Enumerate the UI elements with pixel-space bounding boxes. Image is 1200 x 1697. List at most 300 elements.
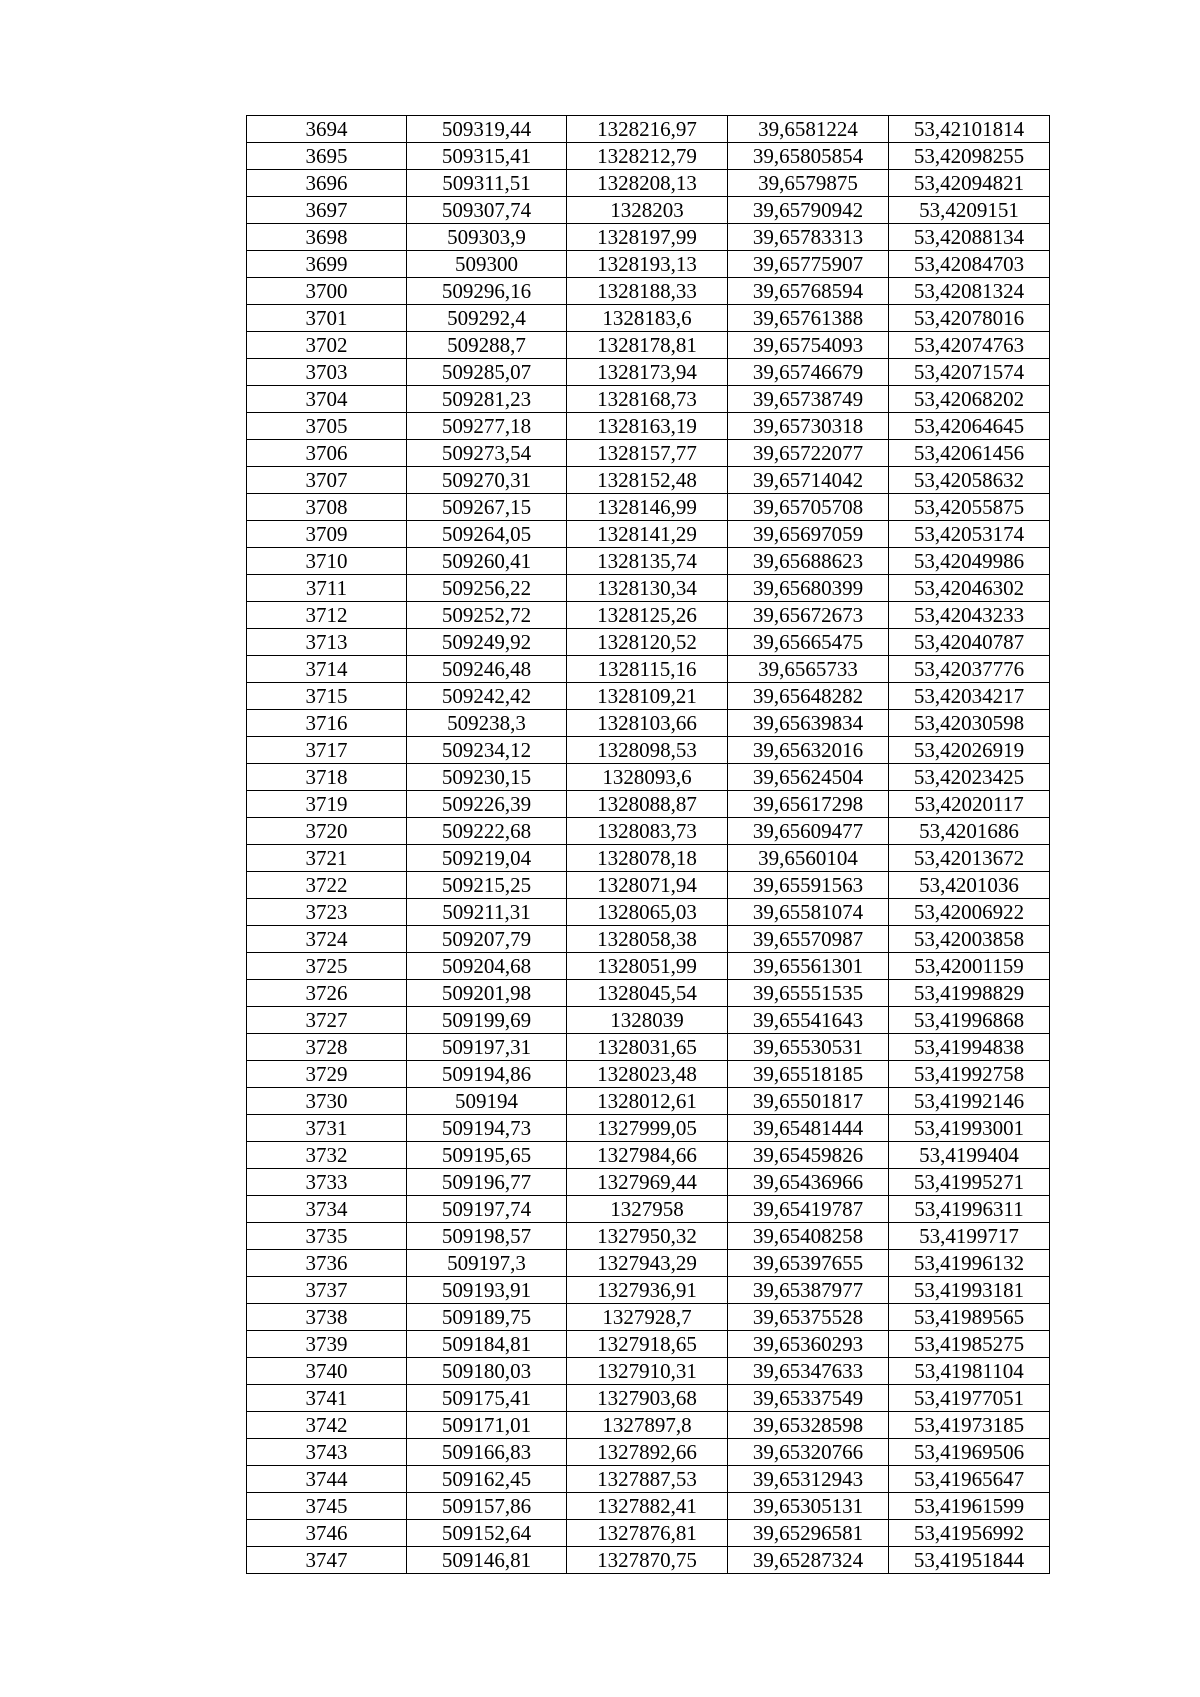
- longitude-cell: 39,65680399: [728, 575, 889, 602]
- table-row: [247, 926, 1050, 953]
- coord-y-cell: 1327958: [567, 1196, 728, 1223]
- latitude-cell: 53,42068202: [889, 386, 1050, 413]
- coord-x-cell: 509189,75: [407, 1304, 567, 1331]
- coord-x-cell: 509256,22: [407, 575, 567, 602]
- latitude-cell: 53,41961599: [889, 1493, 1050, 1520]
- coord-y-cell: 1328188,33: [567, 278, 728, 305]
- longitude-cell: 39,65648282: [728, 683, 889, 710]
- latitude-cell: 53,41956992: [889, 1520, 1050, 1547]
- table-row: [247, 251, 1050, 278]
- table-row: [247, 494, 1050, 521]
- longitude-cell: 39,65501817: [728, 1088, 889, 1115]
- longitude-cell: 39,6565733: [728, 656, 889, 683]
- coord-y-cell: 1328045,54: [567, 980, 728, 1007]
- longitude-cell: 39,65561301: [728, 953, 889, 980]
- table-row: [247, 1304, 1050, 1331]
- latitude-cell: 53,41977051: [889, 1385, 1050, 1412]
- coord-y-cell: 1328125,26: [567, 602, 728, 629]
- latitude-cell: 53,42043233: [889, 602, 1050, 629]
- coord-x-cell: 509292,4: [407, 305, 567, 332]
- latitude-cell: 53,41995271: [889, 1169, 1050, 1196]
- longitude-cell: 39,65347633: [728, 1358, 889, 1385]
- point-number-cell: 3719: [247, 791, 407, 818]
- coord-x-cell: 509215,25: [407, 872, 567, 899]
- latitude-cell: 53,4199717: [889, 1223, 1050, 1250]
- latitude-cell: 53,41992758: [889, 1061, 1050, 1088]
- longitude-cell: 39,65754093: [728, 332, 889, 359]
- coord-x-cell: 509157,86: [407, 1493, 567, 1520]
- latitude-cell: 53,41989565: [889, 1304, 1050, 1331]
- point-number-cell: 3695: [247, 143, 407, 170]
- coord-y-cell: 1328071,94: [567, 872, 728, 899]
- coord-y-cell: 1327892,66: [567, 1439, 728, 1466]
- longitude-cell: 39,65783313: [728, 224, 889, 251]
- point-number-cell: 3714: [247, 656, 407, 683]
- longitude-cell: 39,65775907: [728, 251, 889, 278]
- point-number-cell: 3733: [247, 1169, 407, 1196]
- coord-x-cell: 509198,57: [407, 1223, 567, 1250]
- latitude-cell: 53,42020117: [889, 791, 1050, 818]
- latitude-cell: 53,41998829: [889, 980, 1050, 1007]
- table-row: [247, 818, 1050, 845]
- coord-y-cell: 1327969,44: [567, 1169, 728, 1196]
- longitude-cell: 39,65419787: [728, 1196, 889, 1223]
- coord-x-cell: 509288,7: [407, 332, 567, 359]
- longitude-cell: 39,65518185: [728, 1061, 889, 1088]
- table-row: [247, 197, 1050, 224]
- table-row: [247, 1385, 1050, 1412]
- point-number-cell: 3710: [247, 548, 407, 575]
- table-row: [247, 440, 1050, 467]
- table-row: [247, 1277, 1050, 1304]
- point-number-cell: 3736: [247, 1250, 407, 1277]
- longitude-cell: 39,65672673: [728, 602, 889, 629]
- point-number-cell: 3724: [247, 926, 407, 953]
- coord-y-cell: 1327984,66: [567, 1142, 728, 1169]
- table-row: [247, 629, 1050, 656]
- coord-x-cell: 509171,01: [407, 1412, 567, 1439]
- longitude-cell: 39,65790942: [728, 197, 889, 224]
- point-number-cell: 3726: [247, 980, 407, 1007]
- table-row: [247, 683, 1050, 710]
- coord-x-cell: 509273,54: [407, 440, 567, 467]
- coord-y-cell: 1328065,03: [567, 899, 728, 926]
- table-row: [247, 386, 1050, 413]
- coord-x-cell: 509264,05: [407, 521, 567, 548]
- table-row: [247, 1196, 1050, 1223]
- coord-x-cell: 509260,41: [407, 548, 567, 575]
- table-row: [247, 575, 1050, 602]
- coord-y-cell: 1328168,73: [567, 386, 728, 413]
- coord-x-cell: 509238,3: [407, 710, 567, 737]
- coord-y-cell: 1327950,32: [567, 1223, 728, 1250]
- longitude-cell: 39,65387977: [728, 1277, 889, 1304]
- coord-y-cell: 1328178,81: [567, 332, 728, 359]
- table-row: [247, 1142, 1050, 1169]
- point-number-cell: 3727: [247, 1007, 407, 1034]
- longitude-cell: 39,6579875: [728, 170, 889, 197]
- longitude-cell: 39,65761388: [728, 305, 889, 332]
- table-row: [247, 305, 1050, 332]
- latitude-cell: 53,42094821: [889, 170, 1050, 197]
- latitude-cell: 53,42053174: [889, 521, 1050, 548]
- point-number-cell: 3721: [247, 845, 407, 872]
- coord-x-cell: 509184,81: [407, 1331, 567, 1358]
- latitude-cell: 53,41996132: [889, 1250, 1050, 1277]
- point-number-cell: 3699: [247, 251, 407, 278]
- table-row: [247, 980, 1050, 1007]
- coord-y-cell: 1328183,6: [567, 305, 728, 332]
- coord-x-cell: 509307,74: [407, 197, 567, 224]
- coord-x-cell: 509166,83: [407, 1439, 567, 1466]
- latitude-cell: 53,42058632: [889, 467, 1050, 494]
- coord-x-cell: 509315,41: [407, 143, 567, 170]
- coord-y-cell: 1327870,75: [567, 1547, 728, 1574]
- coord-y-cell: 1328130,34: [567, 575, 728, 602]
- table-row: [247, 1250, 1050, 1277]
- coord-y-cell: 1328173,94: [567, 359, 728, 386]
- point-number-cell: 3729: [247, 1061, 407, 1088]
- longitude-cell: 39,65375528: [728, 1304, 889, 1331]
- latitude-cell: 53,41985275: [889, 1331, 1050, 1358]
- coord-y-cell: 1328093,6: [567, 764, 728, 791]
- longitude-cell: 39,65397655: [728, 1250, 889, 1277]
- longitude-cell: 39,65697059: [728, 521, 889, 548]
- longitude-cell: 39,65570987: [728, 926, 889, 953]
- point-number-cell: 3740: [247, 1358, 407, 1385]
- coord-y-cell: 1327928,7: [567, 1304, 728, 1331]
- table-row: [247, 899, 1050, 926]
- latitude-cell: 53,41951844: [889, 1547, 1050, 1574]
- latitude-cell: 53,42084703: [889, 251, 1050, 278]
- longitude-cell: 39,65481444: [728, 1115, 889, 1142]
- table-row: [247, 413, 1050, 440]
- latitude-cell: 53,41994838: [889, 1034, 1050, 1061]
- coord-y-cell: 1328078,18: [567, 845, 728, 872]
- latitude-cell: 53,4201036: [889, 872, 1050, 899]
- latitude-cell: 53,4201686: [889, 818, 1050, 845]
- longitude-cell: 39,65705708: [728, 494, 889, 521]
- latitude-cell: 53,42013672: [889, 845, 1050, 872]
- coord-x-cell: 509281,23: [407, 386, 567, 413]
- point-number-cell: 3700: [247, 278, 407, 305]
- table-row: [247, 278, 1050, 305]
- table-row: [247, 872, 1050, 899]
- coord-x-cell: 509319,44: [407, 116, 567, 143]
- latitude-cell: 53,42074763: [889, 332, 1050, 359]
- latitude-cell: 53,42078016: [889, 305, 1050, 332]
- longitude-cell: 39,65459826: [728, 1142, 889, 1169]
- point-number-cell: 3722: [247, 872, 407, 899]
- latitude-cell: 53,41965647: [889, 1466, 1050, 1493]
- table-row: [247, 143, 1050, 170]
- coord-x-cell: 509249,92: [407, 629, 567, 656]
- coord-x-cell: 509234,12: [407, 737, 567, 764]
- latitude-cell: 53,41973185: [889, 1412, 1050, 1439]
- coord-x-cell: 509194,73: [407, 1115, 567, 1142]
- table-row: [247, 521, 1050, 548]
- table-row: [247, 953, 1050, 980]
- latitude-cell: 53,42001159: [889, 953, 1050, 980]
- point-number-cell: 3746: [247, 1520, 407, 1547]
- table-row: [247, 1439, 1050, 1466]
- point-number-cell: 3708: [247, 494, 407, 521]
- table-row: [247, 791, 1050, 818]
- point-number-cell: 3705: [247, 413, 407, 440]
- table-row: [247, 1547, 1050, 1574]
- longitude-cell: 39,65591563: [728, 872, 889, 899]
- longitude-cell: 39,65296581: [728, 1520, 889, 1547]
- coord-y-cell: 1328157,77: [567, 440, 728, 467]
- table-row: [247, 1115, 1050, 1142]
- latitude-cell: 53,41993181: [889, 1277, 1050, 1304]
- point-number-cell: 3745: [247, 1493, 407, 1520]
- longitude-cell: 39,65305131: [728, 1493, 889, 1520]
- longitude-cell: 39,65312943: [728, 1466, 889, 1493]
- coord-x-cell: 509226,39: [407, 791, 567, 818]
- longitude-cell: 39,65320766: [728, 1439, 889, 1466]
- latitude-cell: 53,42003858: [889, 926, 1050, 953]
- point-number-cell: 3716: [247, 710, 407, 737]
- coord-x-cell: 509196,77: [407, 1169, 567, 1196]
- table-row: [247, 332, 1050, 359]
- table-row: [247, 602, 1050, 629]
- table-row: [247, 737, 1050, 764]
- longitude-cell: 39,65617298: [728, 791, 889, 818]
- point-number-cell: 3747: [247, 1547, 407, 1574]
- point-number-cell: 3711: [247, 575, 407, 602]
- coord-x-cell: 509197,3: [407, 1250, 567, 1277]
- coord-y-cell: 1327876,81: [567, 1520, 728, 1547]
- latitude-cell: 53,41969506: [889, 1439, 1050, 1466]
- coord-x-cell: 509199,69: [407, 1007, 567, 1034]
- point-number-cell: 3741: [247, 1385, 407, 1412]
- latitude-cell: 53,41996868: [889, 1007, 1050, 1034]
- latitude-cell: 53,42006922: [889, 899, 1050, 926]
- point-number-cell: 3735: [247, 1223, 407, 1250]
- coord-y-cell: 1328212,79: [567, 143, 728, 170]
- longitude-cell: 39,65581074: [728, 899, 889, 926]
- coord-y-cell: 1327887,53: [567, 1466, 728, 1493]
- table-row: [247, 1169, 1050, 1196]
- latitude-cell: 53,42071574: [889, 359, 1050, 386]
- latitude-cell: 53,42088134: [889, 224, 1050, 251]
- coord-y-cell: 1328098,53: [567, 737, 728, 764]
- coord-x-cell: 509207,79: [407, 926, 567, 953]
- point-number-cell: 3737: [247, 1277, 407, 1304]
- coord-x-cell: 509219,04: [407, 845, 567, 872]
- coord-x-cell: 509197,31: [407, 1034, 567, 1061]
- point-number-cell: 3730: [247, 1088, 407, 1115]
- coord-y-cell: 1327910,31: [567, 1358, 728, 1385]
- coord-x-cell: 509146,81: [407, 1547, 567, 1574]
- point-number-cell: 3715: [247, 683, 407, 710]
- longitude-cell: 39,65408258: [728, 1223, 889, 1250]
- coord-y-cell: 1328115,16: [567, 656, 728, 683]
- table-row: [247, 170, 1050, 197]
- coord-x-cell: 509195,65: [407, 1142, 567, 1169]
- point-number-cell: 3712: [247, 602, 407, 629]
- coord-x-cell: 509175,41: [407, 1385, 567, 1412]
- coord-y-cell: 1327943,29: [567, 1250, 728, 1277]
- longitude-cell: 39,65541643: [728, 1007, 889, 1034]
- coord-x-cell: 509162,45: [407, 1466, 567, 1493]
- point-number-cell: 3723: [247, 899, 407, 926]
- point-number-cell: 3738: [247, 1304, 407, 1331]
- latitude-cell: 53,42101814: [889, 116, 1050, 143]
- latitude-cell: 53,42023425: [889, 764, 1050, 791]
- longitude-cell: 39,65530531: [728, 1034, 889, 1061]
- latitude-cell: 53,42081324: [889, 278, 1050, 305]
- point-number-cell: 3732: [247, 1142, 407, 1169]
- coordinates-table: [246, 115, 1050, 1574]
- coord-y-cell: 1327882,41: [567, 1493, 728, 1520]
- coord-x-cell: 509194,86: [407, 1061, 567, 1088]
- table-row: [247, 1331, 1050, 1358]
- latitude-cell: 53,4209151: [889, 197, 1050, 224]
- point-number-cell: 3713: [247, 629, 407, 656]
- coord-x-cell: 509201,98: [407, 980, 567, 1007]
- longitude-cell: 39,65688623: [728, 548, 889, 575]
- coord-y-cell: 1328023,48: [567, 1061, 728, 1088]
- latitude-cell: 53,42037776: [889, 656, 1050, 683]
- coord-x-cell: 509194: [407, 1088, 567, 1115]
- coord-y-cell: 1328058,38: [567, 926, 728, 953]
- coord-y-cell: 1328216,97: [567, 116, 728, 143]
- coord-y-cell: 1328051,99: [567, 953, 728, 980]
- table-row: [247, 1061, 1050, 1088]
- coord-y-cell: 1328012,61: [567, 1088, 728, 1115]
- longitude-cell: 39,65805854: [728, 143, 889, 170]
- coord-y-cell: 1328152,48: [567, 467, 728, 494]
- point-number-cell: 3707: [247, 467, 407, 494]
- table-row: [247, 116, 1050, 143]
- latitude-cell: 53,41981104: [889, 1358, 1050, 1385]
- table-row: [247, 1034, 1050, 1061]
- longitude-cell: 39,65639834: [728, 710, 889, 737]
- point-number-cell: 3734: [247, 1196, 407, 1223]
- coord-y-cell: 1328109,21: [567, 683, 728, 710]
- coord-x-cell: 509152,64: [407, 1520, 567, 1547]
- coord-y-cell: 1328203: [567, 197, 728, 224]
- table-row: [247, 710, 1050, 737]
- longitude-cell: 39,65337549: [728, 1385, 889, 1412]
- coord-x-cell: 509230,15: [407, 764, 567, 791]
- coord-x-cell: 509311,51: [407, 170, 567, 197]
- coord-x-cell: 509270,31: [407, 467, 567, 494]
- coord-y-cell: 1327903,68: [567, 1385, 728, 1412]
- latitude-cell: 53,42064645: [889, 413, 1050, 440]
- table-row: [247, 764, 1050, 791]
- longitude-cell: 39,65624504: [728, 764, 889, 791]
- latitude-cell: 53,42026919: [889, 737, 1050, 764]
- coord-x-cell: 509180,03: [407, 1358, 567, 1385]
- table-row: [247, 656, 1050, 683]
- coord-x-cell: 509267,15: [407, 494, 567, 521]
- point-number-cell: 3743: [247, 1439, 407, 1466]
- latitude-cell: 53,42049986: [889, 548, 1050, 575]
- coord-y-cell: 1328208,13: [567, 170, 728, 197]
- coord-x-cell: 509303,9: [407, 224, 567, 251]
- table-row: [247, 467, 1050, 494]
- latitude-cell: 53,42055875: [889, 494, 1050, 521]
- point-number-cell: 3739: [247, 1331, 407, 1358]
- coord-x-cell: 509277,18: [407, 413, 567, 440]
- longitude-cell: 39,65665475: [728, 629, 889, 656]
- latitude-cell: 53,42046302: [889, 575, 1050, 602]
- point-number-cell: 3725: [247, 953, 407, 980]
- longitude-cell: 39,65746679: [728, 359, 889, 386]
- latitude-cell: 53,42030598: [889, 710, 1050, 737]
- point-number-cell: 3701: [247, 305, 407, 332]
- coord-y-cell: 1327897,8: [567, 1412, 728, 1439]
- coord-y-cell: 1328141,29: [567, 521, 728, 548]
- coord-y-cell: 1328135,74: [567, 548, 728, 575]
- coord-y-cell: 1328083,73: [567, 818, 728, 845]
- longitude-cell: 39,65722077: [728, 440, 889, 467]
- coord-y-cell: 1328031,65: [567, 1034, 728, 1061]
- point-number-cell: 3703: [247, 359, 407, 386]
- point-number-cell: 3698: [247, 224, 407, 251]
- point-number-cell: 3696: [247, 170, 407, 197]
- table-row: [247, 1412, 1050, 1439]
- coord-x-cell: 509197,74: [407, 1196, 567, 1223]
- point-number-cell: 3718: [247, 764, 407, 791]
- longitude-cell: 39,65609477: [728, 818, 889, 845]
- table-row: [247, 359, 1050, 386]
- longitude-cell: 39,65328598: [728, 1412, 889, 1439]
- table-row: [247, 845, 1050, 872]
- coord-y-cell: 1328163,19: [567, 413, 728, 440]
- latitude-cell: 53,42034217: [889, 683, 1050, 710]
- point-number-cell: 3709: [247, 521, 407, 548]
- coord-x-cell: 509296,16: [407, 278, 567, 305]
- table-row: [247, 1466, 1050, 1493]
- coordinates-table-body: [247, 116, 1050, 1574]
- coord-x-cell: 509222,68: [407, 818, 567, 845]
- latitude-cell: 53,42098255: [889, 143, 1050, 170]
- point-number-cell: 3731: [247, 1115, 407, 1142]
- longitude-cell: 39,65287324: [728, 1547, 889, 1574]
- point-number-cell: 3728: [247, 1034, 407, 1061]
- point-number-cell: 3720: [247, 818, 407, 845]
- coord-y-cell: 1327918,65: [567, 1331, 728, 1358]
- point-number-cell: 3694: [247, 116, 407, 143]
- point-number-cell: 3742: [247, 1412, 407, 1439]
- longitude-cell: 39,6560104: [728, 845, 889, 872]
- point-number-cell: 3717: [247, 737, 407, 764]
- table-row: [247, 548, 1050, 575]
- coord-y-cell: 1328103,66: [567, 710, 728, 737]
- table-row: [247, 1088, 1050, 1115]
- longitude-cell: 39,65738749: [728, 386, 889, 413]
- longitude-cell: 39,65436966: [728, 1169, 889, 1196]
- table-row: [247, 1358, 1050, 1385]
- latitude-cell: 53,41996311: [889, 1196, 1050, 1223]
- coord-x-cell: 509252,72: [407, 602, 567, 629]
- longitude-cell: 39,65730318: [728, 413, 889, 440]
- coord-x-cell: 509246,48: [407, 656, 567, 683]
- coord-y-cell: 1328197,99: [567, 224, 728, 251]
- point-number-cell: 3697: [247, 197, 407, 224]
- coord-y-cell: 1328039: [567, 1007, 728, 1034]
- latitude-cell: 53,41992146: [889, 1088, 1050, 1115]
- latitude-cell: 53,41993001: [889, 1115, 1050, 1142]
- coord-x-cell: 509204,68: [407, 953, 567, 980]
- coord-x-cell: 509242,42: [407, 683, 567, 710]
- coord-y-cell: 1327936,91: [567, 1277, 728, 1304]
- coord-y-cell: 1328193,13: [567, 251, 728, 278]
